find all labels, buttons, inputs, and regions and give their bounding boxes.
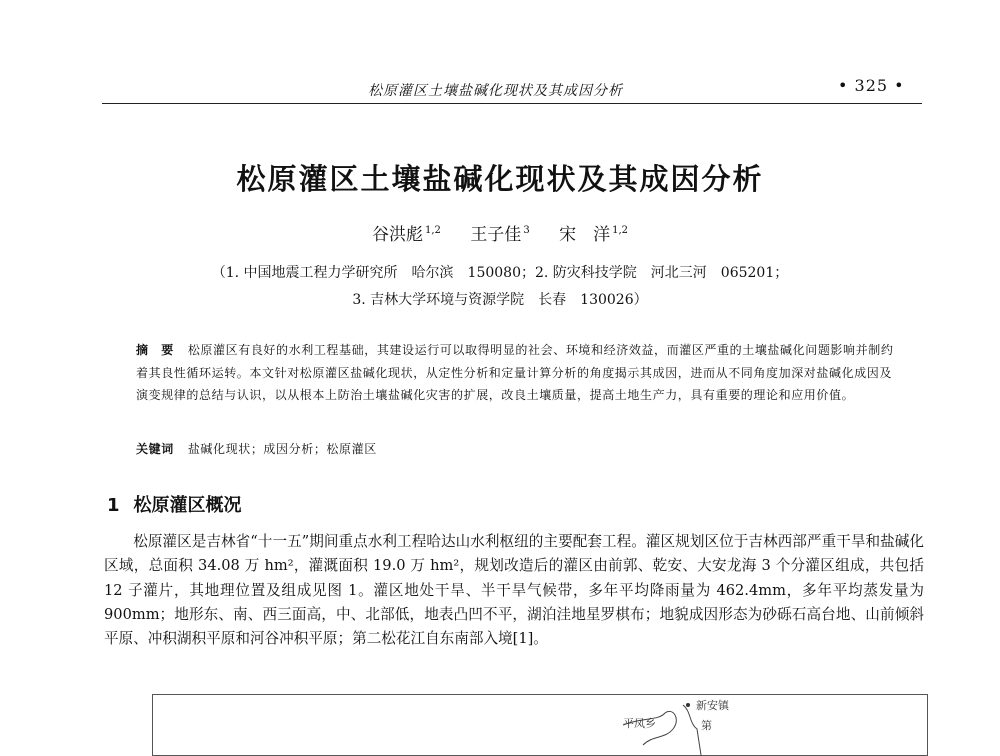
affiliation-line-1: （1. 中国地震工程力学研究所 哈尔滨 150080；2. 防灾科技学院 河北三河 065201； — [211, 265, 789, 281]
section-title: 松原灌区概况 — [133, 495, 242, 516]
author-3-name: 宋 洋 — [559, 225, 611, 245]
author-3-sup: 1,2 — [612, 225, 628, 237]
body-paragraph: 松原灌区是吉林省“十一五”期间重点水利工程哈达山水利枢纽的主要配套工程。灌区规划区位于吉林西部严重干旱和盐碱化区域，总面积 34.08 万 hm²，灌溉面积 19.0 万 hm²，规划改造后的灌区由前郭、乾安、大安龙海 3 个分灌区组成，共包括 12 子灌片，其地理位置及组成见图 1。灌区地处干旱、半干旱气候带，多年平均降雨量为 462.4mm，多年平均蒸发量为 900mm；地形东、南、西三面高，中、北部低，地表凸凹不平，湖泊洼地星罗棋布；地貌成因形态为砂砾石高台地、山前倾斜平原、冲积湖积平原和河谷冲积平原；第二松花江自东南部入境[1]。 — [104, 533, 924, 648]
map-label-fragment: 第 — [701, 719, 712, 732]
abstract-text: 松原灌区有良好的水利工程基础，其建设运行可以取得明显的社会、环境和经济效益，而灌区严重的土壤盐碱化问题影响并制约着其良性循环运转。本文针对松原灌区盐碱化现状，从定性分析和定量计算分析的角度揭示其成因，进而从不同角度加深对盐碱化成因及演变规律的总结与认识，以从根本上防治土壤盐碱化灾害的扩展，改良土壤质量，提高土地生产力，具有重要的理论和应用价值。 — [136, 343, 894, 402]
map-town-marker — [686, 703, 690, 707]
map-label-town: 新安镇 — [696, 699, 729, 712]
abstract-label: 摘 要 — [136, 343, 174, 357]
section-number: 1 — [107, 495, 120, 516]
author-1-name: 谷洪彪 — [372, 225, 423, 245]
author-1-sup: 1,2 — [425, 225, 441, 237]
header-rule — [102, 103, 922, 104]
running-title: 松原灌区土壤盐碱化现状及其成因分析 — [368, 83, 623, 99]
map-boundary-line — [683, 705, 701, 755]
keywords — [136, 440, 377, 457]
author-2 — [470, 225, 529, 245]
page-number: • 325 • — [838, 76, 905, 95]
author-list — [0, 220, 1000, 245]
affiliation-line-2: 3. 吉林大学环境与资源学院 长春 130026） — [352, 292, 648, 308]
author-1 — [372, 225, 441, 245]
author-2-name: 王子佳 — [470, 225, 522, 245]
author-2-sup: 3 — [523, 225, 530, 237]
map-label-plain: 平凤乡 — [623, 717, 656, 730]
figure-1-map — [153, 695, 927, 755]
figure-1-frame — [152, 694, 928, 756]
abstract — [136, 339, 896, 407]
keywords-label: 关键词 — [136, 442, 174, 456]
author-3 — [559, 225, 628, 245]
section-heading — [107, 491, 242, 517]
article-title: 松原灌区土壤盐碱化现状及其成因分析 — [236, 162, 764, 196]
keywords-text: 盐碱化现状；成因分析；松原灌区 — [187, 442, 377, 456]
